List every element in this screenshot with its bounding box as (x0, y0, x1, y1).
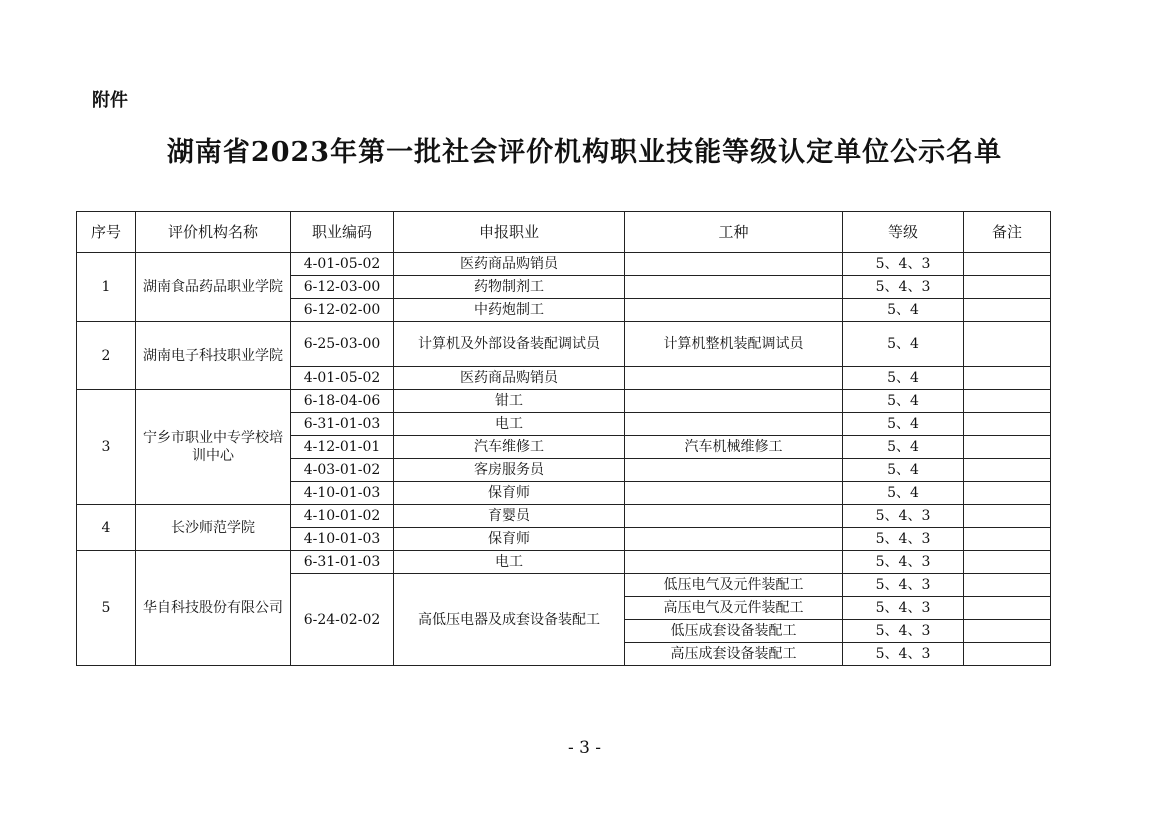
cell-note (964, 459, 1051, 482)
cell-occupation: 药物制剂工 (394, 276, 625, 299)
cell-note (964, 574, 1051, 597)
cell-occupation: 汽车维修工 (394, 436, 625, 459)
cell-code: 4-10-01-03 (291, 528, 394, 551)
header-type: 工种 (625, 212, 843, 253)
cell-note (964, 528, 1051, 551)
cell-note (964, 413, 1051, 436)
header-level: 等级 (843, 212, 964, 253)
cell-occupation: 保育师 (394, 528, 625, 551)
cell-no: 5 (77, 551, 136, 666)
cell-level: 5、4、3 (843, 505, 964, 528)
cell-no: 3 (77, 390, 136, 505)
cell-type: 高压成套设备装配工 (625, 643, 843, 666)
cell-level: 5、4、3 (843, 551, 964, 574)
header-occupation: 申报职业 (394, 212, 625, 253)
cell-level: 5、4 (843, 482, 964, 505)
roster-table (76, 211, 1051, 666)
cell-type: 汽车机械维修工 (625, 436, 843, 459)
cell-occupation: 高低压电器及成套设备装配工 (394, 574, 625, 666)
cell-occupation: 中药炮制工 (394, 299, 625, 322)
cell-institution: 宁乡市职业中专学校培训中心 (136, 390, 291, 505)
cell-level: 5、4、3 (843, 597, 964, 620)
cell-type: 低压成套设备装配工 (625, 620, 843, 643)
cell-level: 5、4 (843, 299, 964, 322)
cell-note (964, 436, 1051, 459)
cell-occupation: 钳工 (394, 390, 625, 413)
cell-note (964, 276, 1051, 299)
cell-occupation: 客房服务员 (394, 459, 625, 482)
cell-level: 5、4、3 (843, 528, 964, 551)
cell-code: 6-12-02-00 (291, 299, 394, 322)
cell-occupation: 保育师 (394, 482, 625, 505)
cell-code: 4-03-01-02 (291, 459, 394, 482)
cell-level: 5、4 (843, 413, 964, 436)
cell-note (964, 643, 1051, 666)
cell-level: 5、4、3 (843, 253, 964, 276)
cell-institution: 华自科技股份有限公司 (136, 551, 291, 666)
cell-occupation: 医药商品购销员 (394, 253, 625, 276)
cell-type (625, 459, 843, 482)
cell-occupation: 育婴员 (394, 505, 625, 528)
cell-code: 6-12-03-00 (291, 276, 394, 299)
cell-code: 4-12-01-01 (291, 436, 394, 459)
cell-note (964, 367, 1051, 390)
cell-level: 5、4、3 (843, 276, 964, 299)
cell-level: 5、4、3 (843, 620, 964, 643)
cell-type (625, 551, 843, 574)
cell-level: 5、4、3 (843, 643, 964, 666)
header-institution: 评价机构名称 (136, 212, 291, 253)
cell-type (625, 528, 843, 551)
cell-level: 5、4、3 (843, 574, 964, 597)
page-title: 湖南省2023年第一批社会评价机构职业技能等级认定单位公示名单 (166, 137, 1003, 168)
cell-code: 6-31-01-03 (291, 551, 394, 574)
cell-level: 5、4 (843, 390, 964, 413)
cell-type (625, 505, 843, 528)
cell-note (964, 299, 1051, 322)
cell-institution: 湖南电子科技职业学院 (136, 322, 291, 390)
cell-institution: 湖南食品药品职业学院 (136, 253, 291, 322)
cell-type (625, 253, 843, 276)
cell-type (625, 299, 843, 322)
cell-type: 低压电气及元件装配工 (625, 574, 843, 597)
page-number: - 3 - (567, 738, 602, 758)
cell-no: 2 (77, 322, 136, 390)
cell-level: 5、4 (843, 459, 964, 482)
attachment-label: 附件 (92, 90, 128, 111)
table-row (77, 551, 1051, 574)
cell-type (625, 276, 843, 299)
cell-note (964, 482, 1051, 505)
cell-code: 6-18-04-06 (291, 390, 394, 413)
cell-level: 5、4 (843, 436, 964, 459)
cell-occupation: 医药商品购销员 (394, 367, 625, 390)
cell-code: 6-24-02-02 (291, 574, 394, 666)
table-row (77, 390, 1051, 413)
cell-note (964, 322, 1051, 367)
cell-no: 4 (77, 505, 136, 551)
cell-note (964, 597, 1051, 620)
cell-code: 6-31-01-03 (291, 413, 394, 436)
cell-type (625, 413, 843, 436)
cell-occupation: 电工 (394, 413, 625, 436)
cell-level: 5、4 (843, 322, 964, 367)
cell-level: 5、4 (843, 367, 964, 390)
cell-type (625, 390, 843, 413)
header-row (77, 212, 1051, 253)
header-code: 职业编码 (291, 212, 394, 253)
cell-code: 6-25-03-00 (291, 322, 394, 367)
cell-note (964, 253, 1051, 276)
cell-code: 4-10-01-02 (291, 505, 394, 528)
table-row (77, 322, 1051, 367)
cell-type: 计算机整机装配调试员 (625, 322, 843, 367)
cell-code: 4-01-05-02 (291, 367, 394, 390)
cell-note (964, 551, 1051, 574)
header-note: 备注 (964, 212, 1051, 253)
table-row (77, 253, 1051, 276)
table-row (77, 505, 1051, 528)
cell-occupation: 电工 (394, 551, 625, 574)
cell-code: 4-01-05-02 (291, 253, 394, 276)
cell-note (964, 390, 1051, 413)
header-no: 序号 (77, 212, 136, 253)
cell-type (625, 482, 843, 505)
cell-code: 4-10-01-03 (291, 482, 394, 505)
cell-note (964, 505, 1051, 528)
cell-note (964, 620, 1051, 643)
cell-occupation: 计算机及外部设备装配调试员 (394, 322, 625, 367)
cell-type: 高压电气及元件装配工 (625, 597, 843, 620)
cell-type (625, 367, 843, 390)
cell-no: 1 (77, 253, 136, 322)
cell-institution: 长沙师范学院 (136, 505, 291, 551)
